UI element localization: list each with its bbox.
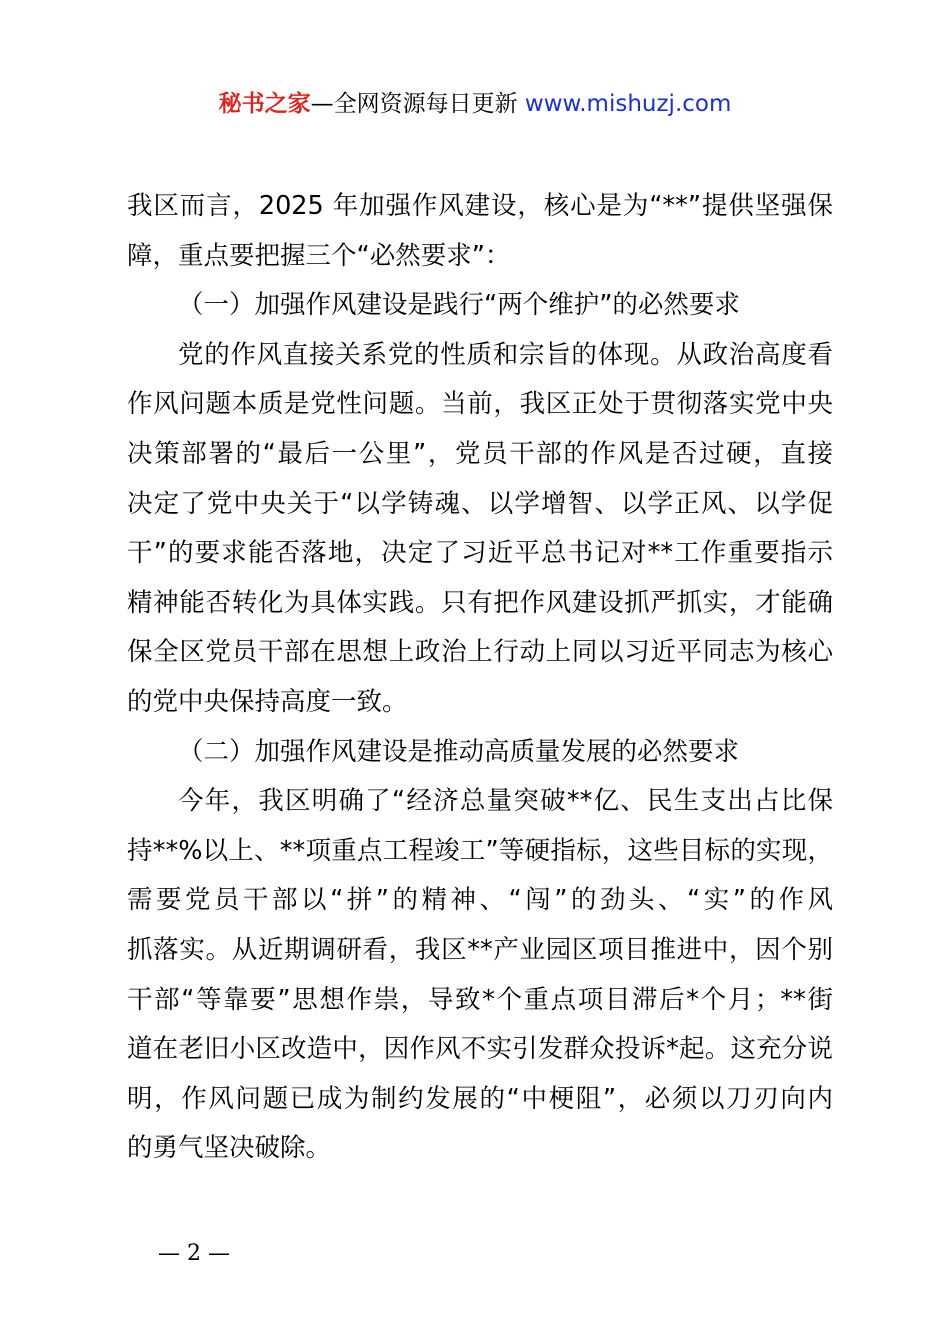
site-header: [0, 86, 950, 122]
text-line: 干部“等靠要”思想作祟，导致*个重点项目滞后*个月；**街: [127, 984, 833, 1015]
header-tagline: —全网资源每日更新: [310, 91, 518, 117]
text-line: 今年，我区明确了“经济总量突破**亿、民生支出占比保: [178, 786, 833, 817]
paragraph: [127, 777, 833, 1174]
text-line: 干”的要求能否落地，决定了习近平总书记对**工作重要指示: [127, 538, 833, 569]
text-line: 决定了党中央关于“以学铸魂、以学增智、以学正风、以学促: [127, 488, 833, 519]
paragraph: [127, 182, 833, 281]
text-line: 的党中央保持高度一致。: [127, 686, 408, 717]
heading-line: （二）加强作风建设是推动高质量发展的必然要求: [178, 736, 740, 767]
section-heading: [127, 728, 833, 778]
text-line: 作风问题本质是党性问题。当前，我区正处于贯彻落实党中央: [127, 389, 833, 420]
text-line: 精神能否转化为具体实践。只有把作风建设抓严抓实，才能确: [127, 587, 833, 618]
text-line: 障，重点要把握三个“必然要求”：: [127, 240, 511, 271]
text-line: 抓落实。从近期调研看，我区**产业园区项目推进中，因个别: [127, 934, 833, 965]
document-body: [127, 182, 833, 1174]
paragraph: [127, 331, 833, 728]
text-line: 持**%以上、**项重点工程竣工”等硬指标，这些目标的实现，: [127, 835, 833, 866]
text-line: 党的作风直接关系党的性质和宗旨的体现。从政治高度看: [178, 339, 833, 370]
text-line: 道在老旧小区改造中，因作风不实引发群众投诉*起。这充分说: [127, 1034, 833, 1065]
site-url-link[interactable]: www.mishuzj.com: [524, 91, 732, 117]
text-line: 需要党员干部以“拼”的精神、“闯”的劲头、“实”的作风: [127, 885, 833, 916]
text-line: 的勇气坚决破除。: [127, 1133, 332, 1164]
text-line: 明，作风问题已成为制约发展的“中梗阻”，必须以刀刃向内: [127, 1083, 833, 1114]
page-number: — 2 —: [158, 1241, 230, 1266]
heading-line: （一）加强作风建设是践行“两个维护”的必然要求: [178, 290, 740, 321]
section-heading: [127, 281, 833, 331]
brand-name: 秘书之家: [218, 91, 311, 117]
text-line: 决策部署的“最后一公里”，党员干部的作风是否过硬，直接: [127, 438, 833, 469]
text-line: 保全区党员干部在思想上政治上行动上同以习近平同志为核心: [127, 637, 833, 668]
text-line: 我区而言，2025 年加强作风建设，核心是为“**”提供坚强保: [127, 191, 833, 221]
